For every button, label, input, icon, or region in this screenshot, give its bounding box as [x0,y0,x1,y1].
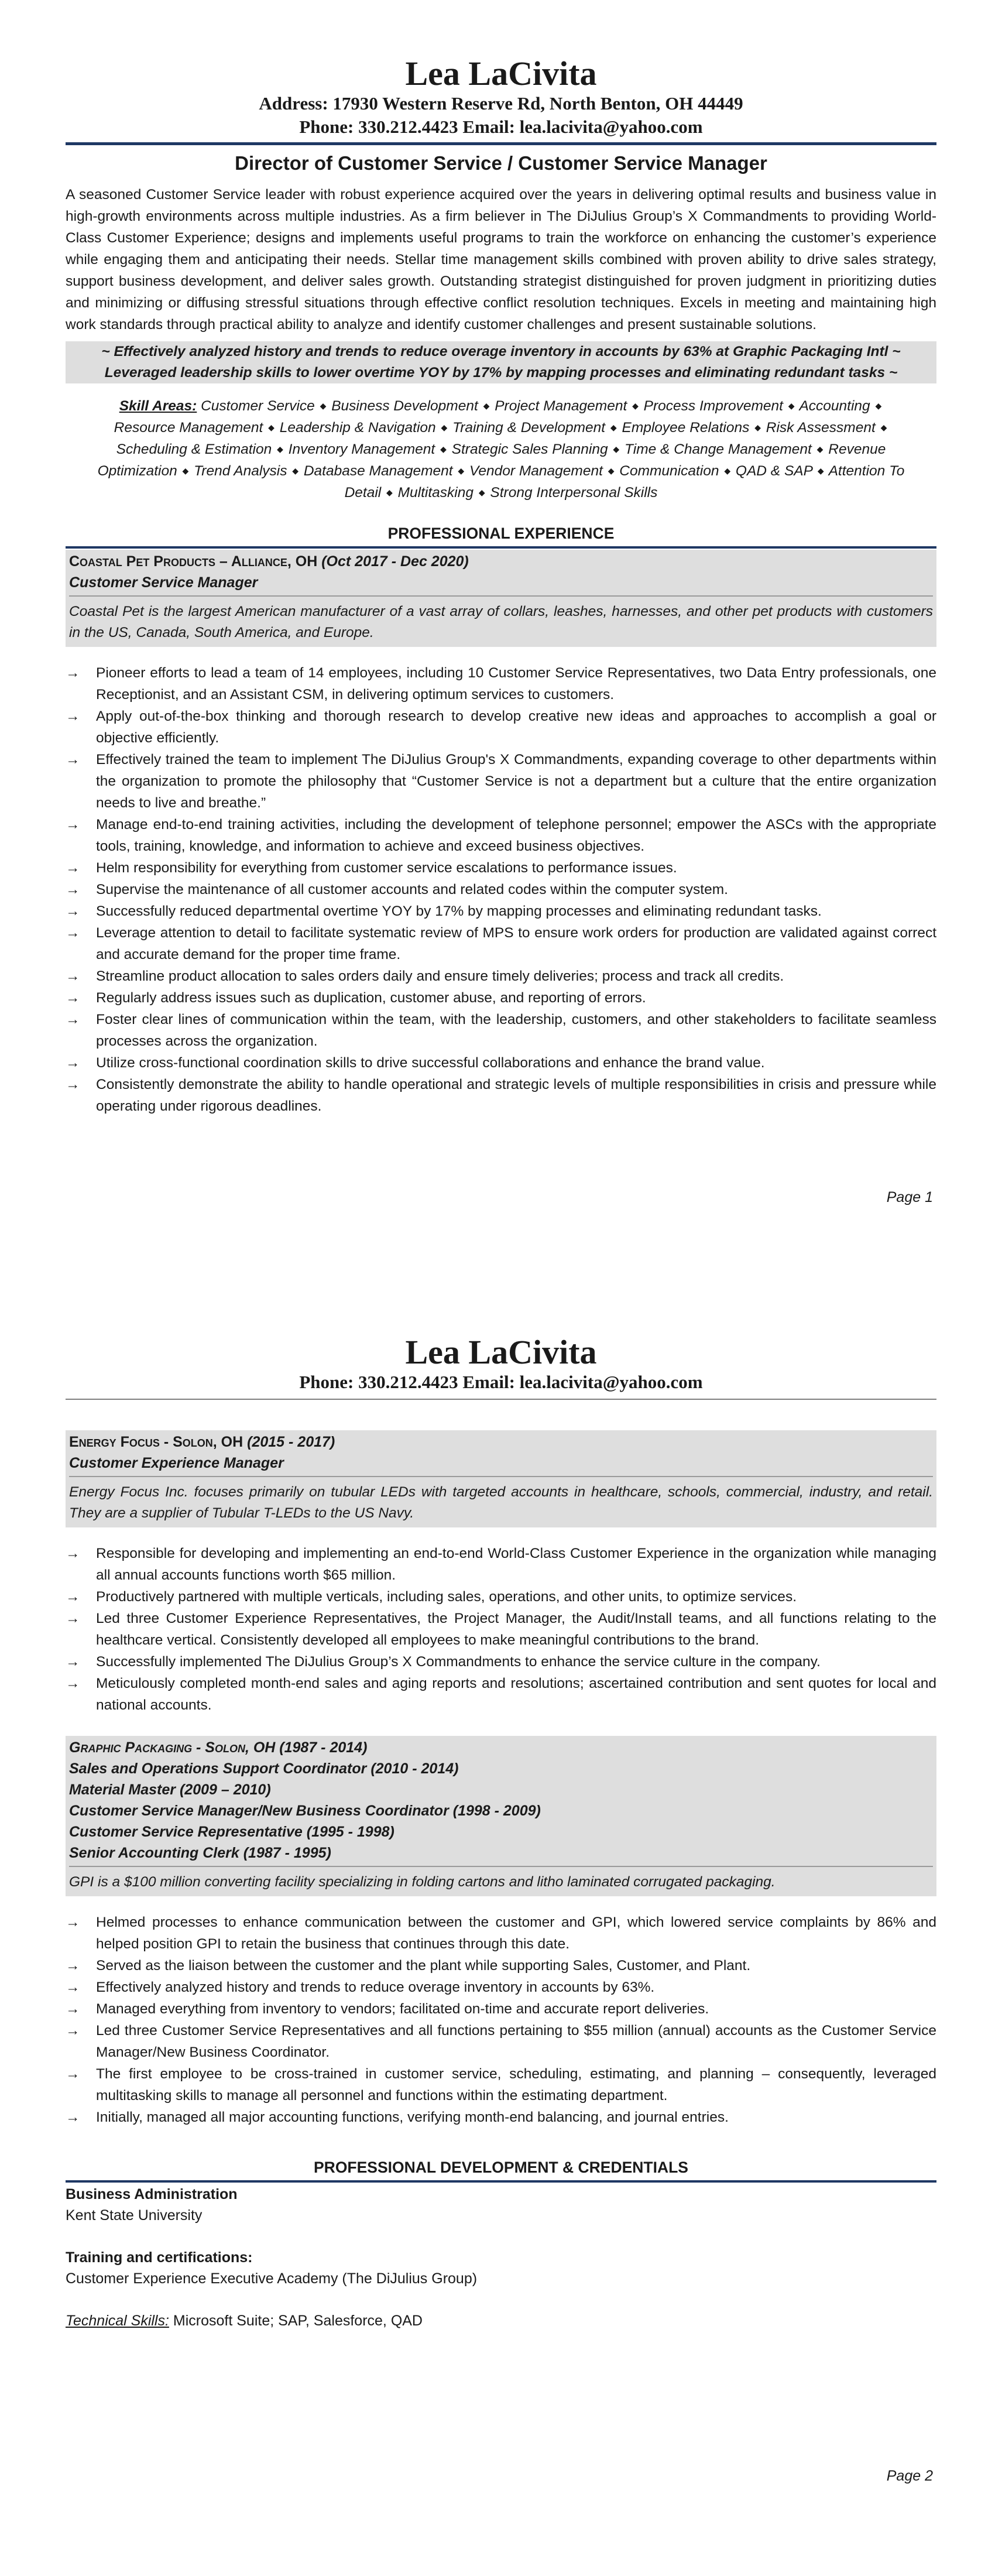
job-title: Customer Service Manager/New Business Coordinator (1998 - 2009) [69,1803,541,1820]
job-title: Material Master (2009 – 2010) [69,1782,271,1799]
diamond-separator-icon: ◆ [610,423,617,433]
diamond-separator-icon: ◆ [458,466,465,476]
skill-item: QAD & SAP [735,463,813,479]
list-item [66,1955,936,1976]
bullet-text: Led three Customer Experience Representatives, the Project Manager, the Audit/Install teams, and all functions relating to the healthcare vertical. Consistently developed all employees to make meaningful contributions to the brand. [96,1611,936,1649]
job-bullets-graphic [66,1912,936,2128]
skill-item: Multitasking [397,485,474,501]
diamond-separator-icon: ◆ [816,444,824,454]
technical-skills-list: Microsoft Suite; SAP, Salesforce, QAD [173,2313,423,2330]
skill-item: Inventory Management [288,441,435,458]
job-title: Customer Service Manager [69,574,258,591]
candidate-name: Lea LaCivita [405,1333,597,1371]
bullet-text: Supervise the maintenance of all customer accounts and related codes within the computer system. [96,882,728,898]
skill-item: Trend Analysis [194,463,287,479]
arrow-bullet-icon: → [66,925,80,941]
bullet-text: Apply out-of-the-box thinking and thorough research to develop creative new ideas and approaches to accomplish a goal or objective efficiently. [96,708,936,746]
list-item [66,987,936,1009]
diamond-separator-icon: ◆ [320,401,327,411]
job-divider [69,1476,933,1477]
company-description: Energy Focus Inc. focuses primarily on tubular LEDs with targeted accounts in healthcare, schools, commercial, industry, and retail. They are a supplier of Tubular T-LEDs to the US Navy. [66,1481,936,1527]
diamond-separator-icon: ◆ [788,401,795,411]
arrow-bullet-icon: → [66,1914,80,1931]
diamond-separator-icon: ◆ [632,401,639,411]
phone-email-line: Phone: 330.212.4423 Email: lea.lacivita@yahoo.com [299,117,703,138]
training-item: Customer Experience Executive Academy (The DiJulius Group) [66,2270,478,2287]
arrow-bullet-icon: → [66,1611,80,1627]
job-header-energy [66,1430,936,1481]
degree: Business Administration [66,2186,238,2203]
skill-item: Project Management [495,398,627,415]
list-item [66,1998,936,2020]
skill-item: Business Development [331,398,478,415]
skill-item: Strategic Sales Planning [451,441,608,458]
skill-item: Employee Relations [622,420,750,436]
diamond-separator-icon: ◆ [441,423,448,433]
arrow-bullet-icon: → [66,990,80,1006]
list-item [66,749,936,814]
section-divider [66,546,936,549]
skill-item: Time & Change Management [625,441,812,458]
list-item [66,922,936,965]
skill-areas-list [98,398,905,501]
job-company [69,1431,933,1453]
skill-item: Risk Assessment [766,420,876,436]
section-divider [66,2180,936,2183]
training-label: Training and certifications: [66,2249,253,2266]
bullet-text: Consistently demonstrate the ability to handle operational and strategic levels of multiple responsibilities in crisis and pressure while operating under rigorous deadlines. [96,1077,936,1115]
list-item [66,1586,936,1608]
arrow-bullet-icon: → [66,903,80,920]
arrow-bullet-icon: → [66,2109,80,2126]
job-title: Sales and Operations Support Coordinator (2010 - 2014) [69,1760,459,1777]
job-header-graphic [66,1736,936,1871]
diamond-separator-icon: ◆ [875,401,882,411]
header-divider [66,142,936,145]
job-header-coastal [66,550,936,600]
technical-skills [66,2310,936,2331]
arrow-bullet-icon: → [66,882,80,898]
job-title: Customer Experience Manager [69,1455,284,1472]
job-titles [69,1758,933,1864]
bullet-text: Effectively trained the team to implement The DiJulius Group's X Commandments, expanding coverage to other departments within the organization to promote the philosophy that “Customer Service is not a department but a culture that the entire organization needs to live and breathe.” [96,752,936,811]
skill-item: Communication [619,463,719,479]
diamond-separator-icon: ◆ [440,444,447,454]
bullet-text: Helmed processes to enhance communication between the customer and GPI, which lowered service complaints by 86% and helped position GPI to retain the business that continues through this date. [96,1914,936,1952]
diamond-separator-icon: ◆ [608,466,615,476]
arrow-bullet-icon: → [66,817,80,833]
skill-item: Resource Management [114,420,263,436]
list-item [66,857,936,879]
skill-item: Vendor Management [469,463,603,479]
arrow-bullet-icon: → [66,1979,80,1996]
key-achievements-banner: ~ Effectively analyzed history and trends to reduce overage inventory in accounts by 63% at Graphic Packaging Intl ~ Leveraged leadership skills to lower overtime YOY by 17% by mapping processes and eliminating redundant tasks ~ [66,341,936,383]
skill-item: Accounting [799,398,870,415]
job-divider [69,1866,933,1867]
list-item [66,662,936,705]
list-item [66,1052,936,1074]
list-item [66,879,936,900]
bullet-text: Foster clear lines of communication within the team, with the leadership, customers, and other stakeholders to facilitate seamless processes across the organization. [96,1012,936,1050]
job-company [69,551,933,572]
list-item [66,1912,936,1955]
page-number: Page 1 [886,1189,933,1205]
page-number: Page 2 [886,2468,933,2484]
company-name: Coastal Pet Products – Alliance, OH [69,553,318,570]
skill-item: Revenue Optimization [97,441,886,479]
diamond-separator-icon: ◆ [268,423,275,433]
bullet-text: Regularly address issues such as duplication, customer abuse, and reporting of errors. [96,990,646,1006]
job-dates: (2015 - 2017) [247,1434,335,1451]
arrow-bullet-icon: → [66,1589,80,1605]
arrow-bullet-icon: → [66,1012,80,1028]
job-bullets-coastal [66,662,936,1117]
bullet-text: Pioneer efforts to lead a team of 14 employees, including 10 Customer Service Representatives, two Data Entry professionals, one Receptionist, and an Assistant CSM, in delivering optimum services to customers. [96,665,936,703]
list-item [66,2063,936,2106]
address-line: Address: 17930 Western Reserve Rd, North Benton, OH 44449 [259,93,743,114]
bullet-text: Helm responsibility for everything from customer service escalations to performance issues. [96,860,677,876]
list-item [66,1608,936,1651]
job-title: Customer Service Representative (1995 - 1998) [69,1824,394,1841]
bullet-text: Responsible for developing and implementing an end-to-end World-Class Customer Experience in the organization while managing all annual accounts functions worth $65 million. [96,1546,936,1584]
skill-item: Customer Service [201,398,315,415]
company-name: Graphic Packaging - Solon, OH (1987 - 2014) [69,1739,368,1756]
arrow-bullet-icon: → [66,860,80,876]
arrow-bullet-icon: → [66,708,80,725]
skill-item: Training & Development [452,420,606,436]
bullet-text: Leverage attention to detail to facilitate systematic review of MPS to ensure work orders for production are validated against correct and accurate demand for the proper time frame. [96,925,936,963]
list-item [66,1651,936,1673]
resume-page-1 [66,56,936,1256]
school: Kent State University [66,2207,203,2224]
bullet-text: Initially, managed all major accounting functions, verifying month-end balancing, and journal entries. [96,2109,729,2126]
skill-item: Leadership & Navigation [279,420,436,436]
arrow-bullet-icon: → [66,1654,80,1670]
skill-item: Scheduling & Estimation [116,441,272,458]
skill-item: Attention To Detail [344,463,905,501]
company-description: GPI is a $100 million converting facility specializing in folding cartons and litho laminated corrugated packaging. [66,1871,936,1896]
diamond-separator-icon: ◆ [754,423,761,433]
section-title-experience: PROFESSIONAL EXPERIENCE [387,525,615,543]
list-item [66,900,936,922]
section-title-development: PROFESSIONAL DEVELOPMENT & CREDENTIALS [314,2159,688,2177]
list-item [66,1543,936,1586]
skill-item: Database Management [303,463,453,479]
company-name: Energy Focus - Solon, OH [69,1434,243,1451]
bullet-text: Manage end-to-end training activities, including the development of telephone personnel; empower the ASCs with the appropriate tools, training, knowledge, and information to achieve and exceed business objectives. [96,817,936,855]
technical-skills-label: Technical Skills: [66,2313,169,2330]
skill-areas-label: Skill Areas: [119,398,197,415]
bullet-text: Served as the liaison between the customer and the plant while supporting Sales, Customer, and Plant. [96,1958,751,1974]
education [66,2184,936,2226]
bullet-text: Effectively analyzed history and trends to reduce overage inventory in accounts by 63%. [96,1979,655,1996]
bullet-text: Managed everything from inventory to vendors; facilitated on-time and accurate report deliveries. [96,2001,709,2017]
diamond-separator-icon: ◆ [880,423,887,433]
job-title: Senior Accounting Clerk (1987 - 1995) [69,1845,331,1862]
list-item [66,965,936,987]
bullet-text: Successfully implemented The DiJulius Group’s X Commandments to enhance the service culture in the company. [96,1654,821,1670]
list-item [66,1009,936,1052]
arrow-bullet-icon: → [66,2023,80,2039]
training [66,2247,936,2289]
resume-page-2 [66,1335,936,2506]
bullet-text: Led three Customer Service Representatives and all functions pertaining to $55 million (annual) accounts as the Customer Service Manager/New Business Coordinator. [96,2023,936,2061]
candidate-name: Lea LaCivita [405,54,597,93]
phone-email-line: Phone: 330.212.4423 Email: lea.lacivita@yahoo.com [299,1371,703,1392]
diamond-separator-icon: ◆ [478,488,485,498]
diamond-separator-icon: ◆ [386,488,393,498]
diamond-separator-icon: ◆ [292,466,299,476]
list-item [66,2106,936,2128]
skill-item: Process Improvement [643,398,783,415]
bullet-text: Utilize cross-functional coordination skills to drive successful collaborations and enhance the brand value. [96,1055,765,1071]
bullet-text: Streamline product allocation to sales orders daily and ensure timely deliveries; process and track all credits. [96,968,784,985]
arrow-bullet-icon: → [66,1546,80,1562]
bullet-text: Meticulously completed month-end sales and aging reports and resolutions; ascertained contribution and sent quotes for local and national accounts. [96,1676,936,1714]
resume-headline: Director of Customer Service / Customer Service Manager [235,152,767,174]
skill-item: Strong Interpersonal Skills [490,485,658,501]
arrow-bullet-icon: → [66,1077,80,1093]
company-description: Coastal Pet is the largest American manufacturer of a vast array of collars, leashes, harnesses, and other pet products with customers in the US, Canada, South America, and Europe. [66,600,936,647]
list-item [66,814,936,857]
list-item [66,705,936,749]
arrow-bullet-icon: → [66,968,80,985]
list-item [66,1976,936,1998]
bullet-text: Successfully reduced departmental overtime YOY by 17% by mapping processes and eliminating redundant tasks. [96,903,822,920]
arrow-bullet-icon: → [66,665,80,681]
list-item [66,1673,936,1716]
bullet-text: The first employee to be cross-trained in customer service, scheduling, estimating, and planning – consequently, leveraged multitasking skills to manage all personnel and functions within the estimating department. [96,2066,936,2104]
job-dates: (Oct 2017 - Dec 2020) [321,553,469,570]
arrow-bullet-icon: → [66,1055,80,1071]
bullet-text: Productively partnered with multiple verticals, including sales, operations, and other units, to optimize services. [96,1589,797,1605]
job-bullets-energy [66,1543,936,1716]
list-item [66,1074,936,1117]
diamond-separator-icon: ◆ [182,466,189,476]
arrow-bullet-icon: → [66,1958,80,1974]
diamond-separator-icon: ◆ [483,401,490,411]
skill-areas [89,395,913,503]
arrow-bullet-icon: → [66,2001,80,2017]
diamond-separator-icon: ◆ [277,444,283,454]
arrow-bullet-icon: → [66,752,80,768]
diamond-separator-icon: ◆ [613,444,620,454]
job-divider [69,595,933,597]
professional-summary: A seasoned Customer Service leader with robust experience acquired over the years in delivering optimal results and business value in high-growth environments across multiple industries. As a firm believer in The DiJulius Group’s X Commandments to providing World-Class Customer Experience; designs and implements useful programs to train the workforce on enhancing the customer’s experience while engaging them and anticipating their needs. Stellar time management skills combined with proven ability to drive sales strategy, support business development, and deliver sales growth. Outstanding strategist distinguished for proven judgment in prioritizing duties and minimizing or diffusing stressful situations through effective conflict resolution techniques. Excels in meeting and maintaining high work standards through practical ability to analyze and identify customer challenges and present sustainable solutions. [66,187,936,333]
diamond-separator-icon: ◆ [817,466,824,476]
arrow-bullet-icon: → [66,2066,80,2082]
arrow-bullet-icon: → [66,1676,80,1692]
list-item [66,2020,936,2063]
diamond-separator-icon: ◆ [724,466,731,476]
